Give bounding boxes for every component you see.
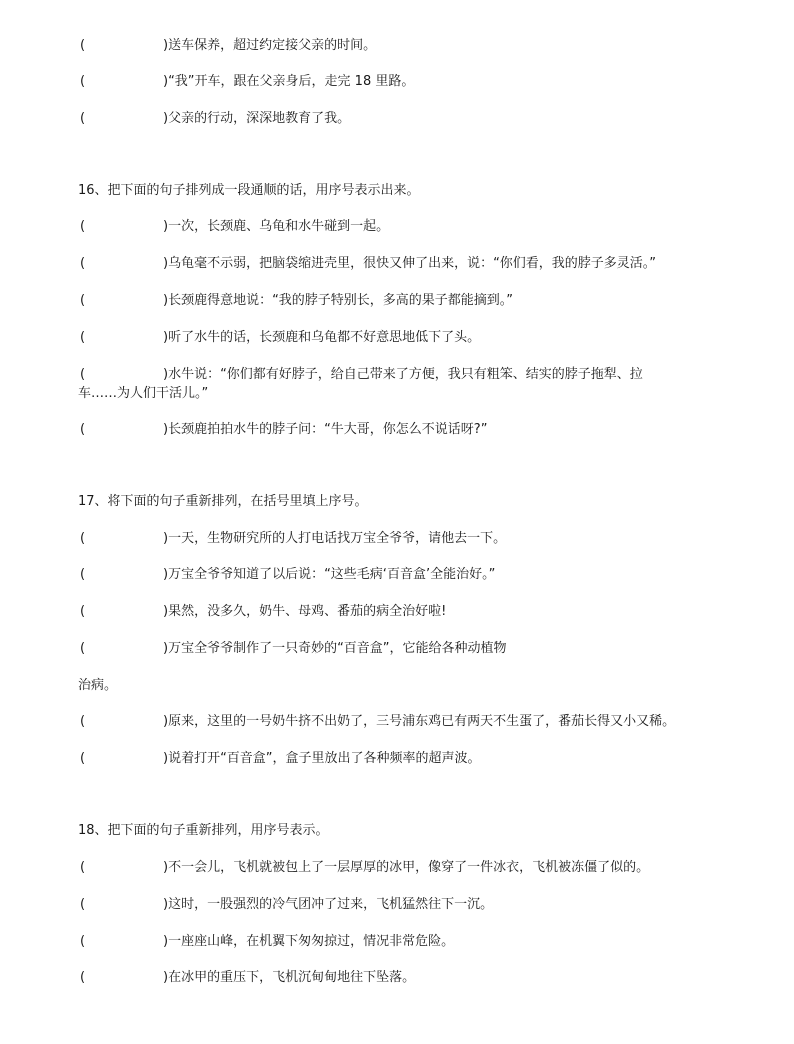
- item-text: )一座座山峰，在机翼下匆匆掠过，情况非常危险。: [163, 934, 455, 949]
- question-17-heading: 17、将下面的句子重新排列，在括号里填上序号。: [78, 494, 368, 509]
- list-item: [0, 291, 794, 311]
- list-item: [0, 254, 794, 274]
- item-text: )万宝全爷爷制作了一只奇妙的“百音盒”，它能给各种动植物: [163, 641, 507, 656]
- item-text: )“我”开车，跟在父亲身后，走完 18 里路。: [163, 74, 415, 89]
- list-item: [0, 529, 794, 549]
- answer-blank-paren[interactable]: (: [80, 531, 86, 546]
- list-item: [0, 72, 794, 92]
- list-item: [0, 36, 794, 56]
- item-text: )长颈鹿得意地说：“我的脖子特别长，多高的果子都能摘到。”: [163, 293, 514, 308]
- answer-blank-paren[interactable]: (: [80, 74, 86, 89]
- answer-blank-paren[interactable]: (: [80, 641, 86, 656]
- list-item: [0, 328, 794, 348]
- item-text: )这时，一股强烈的冷气团冲了过来，飞机猛然往下一沉。: [163, 897, 494, 912]
- list-item: [0, 932, 794, 952]
- question-16-heading: 16、把下面的句子排列成一段通顺的话，用序号表示出来。: [78, 183, 420, 198]
- item-text: )万宝全爷爷知道了以后说：“这些毛病‘百音盒’全能治好。”: [163, 567, 496, 582]
- answer-blank-paren[interactable]: (: [80, 860, 86, 875]
- answer-blank-paren[interactable]: (: [80, 934, 86, 949]
- question-18-heading: 18、把下面的句子重新排列，用序号表示。: [78, 823, 329, 838]
- item-text: )听了水牛的话，长颈鹿和乌龟都不好意思地低下了头。: [163, 330, 481, 345]
- list-item: [0, 109, 794, 129]
- answer-blank-paren[interactable]: (: [80, 567, 86, 582]
- list-item: [0, 858, 794, 878]
- answer-blank-paren[interactable]: (: [80, 38, 86, 53]
- item-text: )原来，这里的一号奶牛挤不出奶了，三号浦东鸡已有两天不生蛋了，番茄长得又小又稀。: [163, 714, 676, 729]
- item-text: )在冰甲的重压下，飞机沉甸甸地往下坠落。: [163, 970, 416, 985]
- answer-blank-paren[interactable]: (: [80, 330, 86, 345]
- item-text: )送车保养，超过约定接父亲的时间。: [163, 38, 377, 53]
- list-item: [0, 639, 794, 659]
- list-item: [0, 749, 794, 769]
- answer-blank-paren[interactable]: (: [80, 367, 86, 382]
- item-text: )乌龟毫不示弱，把脑袋缩进壳里，很快又伸了出来，说：“你们看，我的脖子多灵活。”: [163, 256, 657, 271]
- answer-blank-paren[interactable]: (: [80, 714, 86, 729]
- list-item: [0, 895, 794, 915]
- item-text: )一次，长颈鹿、乌龟和水牛碰到一起。: [163, 219, 390, 234]
- list-item-continuation: 治病。: [78, 678, 118, 693]
- answer-blank-paren[interactable]: (: [80, 111, 86, 126]
- list-item: [0, 217, 794, 237]
- item-text: )父亲的行动，深深地教育了我。: [163, 111, 351, 126]
- item-text: )长颈鹿拍拍水牛的脖子问：“牛大哥，你怎么不说话呀?”: [163, 422, 488, 437]
- answer-blank-paren[interactable]: (: [80, 970, 86, 985]
- item-text: )果然，没多久，奶牛、母鸡、番茄的病全治好啦!: [163, 604, 447, 619]
- list-item: [0, 365, 794, 385]
- item-text: )不一会儿，飞机就被包上了一层厚厚的冰甲，像穿了一件冰衣，飞机被冻僵了似的。: [163, 860, 650, 875]
- list-item-continuation: 车……为人们干活儿。”: [78, 386, 209, 401]
- list-item: [0, 420, 794, 440]
- item-text: )水牛说：“你们都有好脖子，给自己带来了方便，我只有粗笨、结实的脖子拖犁、拉: [163, 367, 643, 382]
- list-item: [0, 565, 794, 585]
- item-text: )说着打开“百音盒”，盒子里放出了各种频率的超声波。: [163, 751, 481, 766]
- answer-blank-paren[interactable]: (: [80, 293, 86, 308]
- answer-blank-paren[interactable]: (: [80, 219, 86, 234]
- item-text: )一天，生物研究所的人打电话找万宝全爷爷，请他去一下。: [163, 531, 507, 546]
- answer-blank-paren[interactable]: (: [80, 604, 86, 619]
- answer-blank-paren[interactable]: (: [80, 256, 86, 271]
- answer-blank-paren[interactable]: (: [80, 897, 86, 912]
- list-item: [0, 968, 794, 988]
- list-item: [0, 602, 794, 622]
- answer-blank-paren[interactable]: (: [80, 422, 86, 437]
- answer-blank-paren[interactable]: (: [80, 751, 86, 766]
- list-item: [0, 712, 794, 732]
